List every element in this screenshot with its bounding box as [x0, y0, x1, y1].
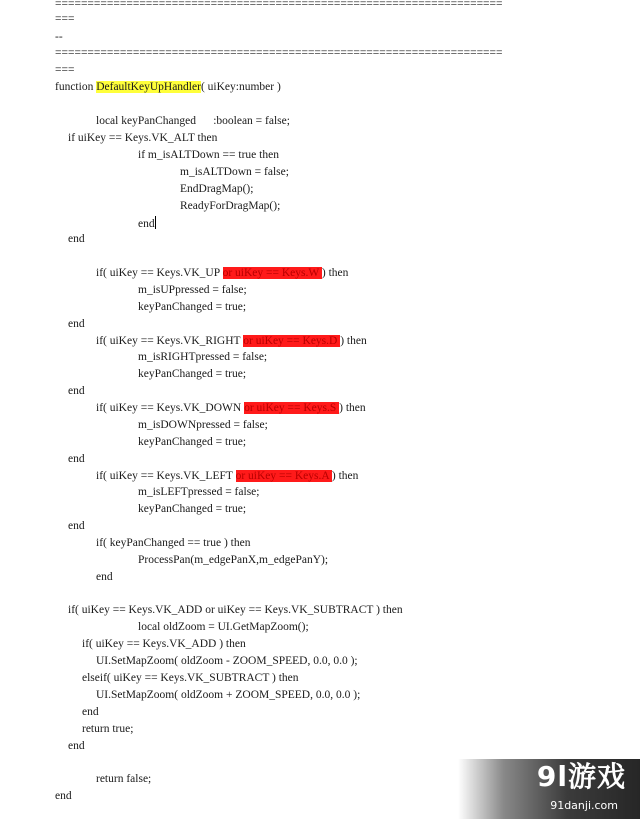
code-text: ) then [321, 267, 349, 279]
code-line: end [68, 233, 85, 245]
code-text: if( uiKey == Keys.VK_DOWN [96, 402, 245, 414]
code-line: keyPanChanged = true; [138, 503, 247, 515]
code-text: if( uiKey == Keys.VK_RIGHT [96, 335, 244, 347]
red-highlight: or uiKey == Keys.W [222, 267, 322, 279]
code-line: keyPanChanged = true; [138, 436, 247, 448]
code-text: ) then [340, 335, 367, 347]
red-highlight: or uiKey == Keys.D [243, 335, 341, 347]
code-line: local oldZoom = UI.GetMapZoom(); [138, 621, 309, 633]
code-line: if( uiKey == Keys.VK_ADD ) then [82, 638, 246, 650]
code-line: if( uiKey == Keys.VK_ADD or uiKey == Keys.VK_SUBTRACT ) then [68, 604, 403, 616]
code-line: keyPanChanged = true; [138, 301, 247, 313]
function-signature [55, 80, 281, 94]
comment-dash: -- [55, 31, 63, 43]
code-line: end [68, 453, 85, 465]
code-line: end [68, 740, 85, 752]
code-text: end [138, 218, 155, 230]
code-line: UI.SetMapZoom( oldZoom + ZOOM_SPEED, 0.0, 0.0 ); [96, 689, 361, 701]
code-line: m_isDOWNpressed = false; [138, 419, 268, 431]
code-line: ProcessPan(m_edgePanX,m_edgePanY); [138, 554, 329, 566]
function-params: ( uiKey:number ) [200, 81, 281, 93]
code-line: if uiKey == Keys.VK_ALT then [68, 132, 218, 144]
code-line: end [55, 790, 72, 802]
code-line: return false; [96, 773, 152, 785]
code-line [96, 469, 358, 483]
code-line: end [96, 571, 113, 583]
code-line: end [68, 385, 85, 397]
separator-line: ===================================================================== [55, 0, 503, 10]
code-line [96, 334, 367, 348]
code-line: elseif( uiKey == Keys.VK_SUBTRACT ) then [82, 672, 299, 684]
code-line: end [68, 318, 85, 330]
separator-line: === [55, 13, 75, 25]
code-text: ) then [331, 470, 359, 482]
separator-line: === [55, 64, 75, 76]
red-highlight: or uiKey == Keys.S [244, 402, 340, 414]
red-highlight: or uiKey == Keys.A [235, 470, 332, 482]
function-name-highlight: DefaultKeyUpHandler [96, 81, 201, 93]
code-line: return true; [82, 723, 134, 735]
code-line: m_isALTDown = false; [180, 166, 289, 178]
code-line: UI.SetMapZoom( oldZoom - ZOOM_SPEED, 0.0, 0.0 ); [96, 655, 358, 667]
keyword-function: function [55, 81, 97, 93]
code-text: if( uiKey == Keys.VK_UP [96, 267, 223, 279]
code-line [96, 266, 348, 280]
code-line: EndDragMap(); [180, 183, 254, 195]
code-line: ReadyForDragMap(); [180, 200, 281, 212]
watermark-url: 91danji.com [550, 799, 618, 812]
code-line: keyPanChanged = true; [138, 368, 247, 380]
code-line: if m_isALTDown == true then [138, 149, 279, 161]
code-text: if( uiKey == Keys.VK_LEFT [96, 470, 236, 482]
code-line: m_isRIGHTpressed = false; [138, 351, 268, 363]
site-watermark [458, 759, 640, 819]
code-line: end [68, 520, 85, 532]
text-cursor [155, 216, 156, 229]
code-line [96, 401, 366, 415]
code-line: end [82, 706, 99, 718]
code-line [138, 216, 156, 230]
code-text: ) then [339, 402, 366, 414]
separator-line: ===================================================================== [55, 47, 503, 59]
code-line: m_isUPpressed = false; [138, 284, 247, 296]
code-line: m_isLEFTpressed = false; [138, 486, 260, 498]
watermark-logo: 9l游戏 [536, 760, 626, 793]
code-line: if( keyPanChanged == true ) then [96, 537, 251, 549]
code-line: local keyPanChanged :boolean = false; [96, 115, 290, 127]
